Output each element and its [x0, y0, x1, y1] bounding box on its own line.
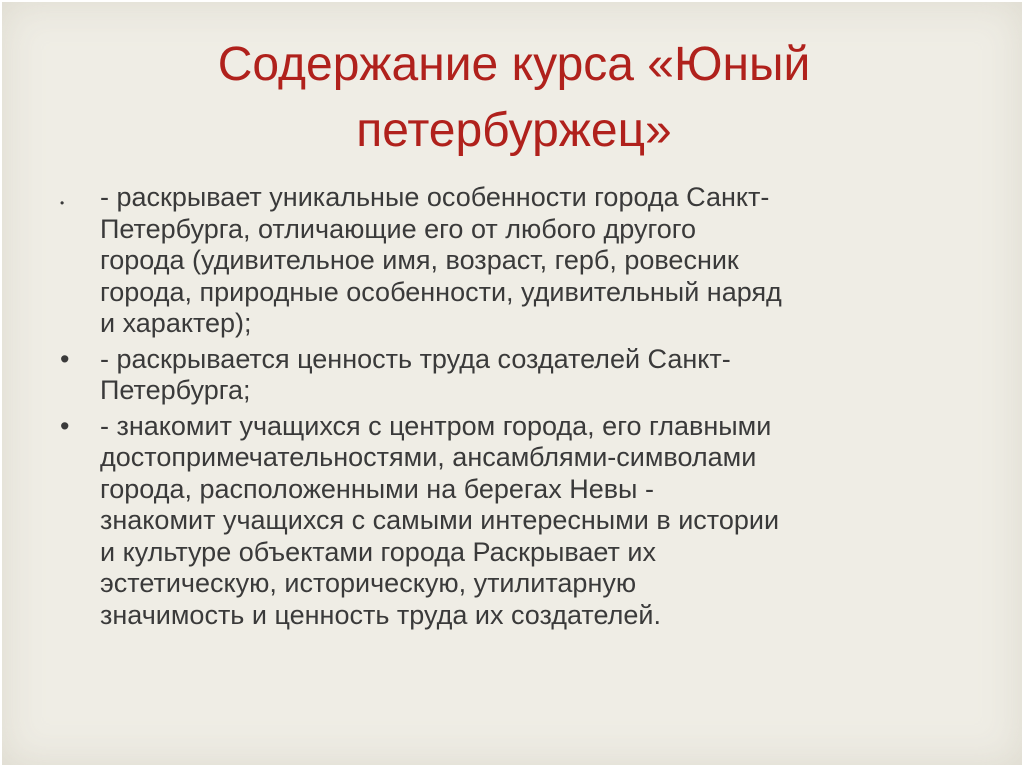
bullet-marker: • [60, 410, 70, 441]
item-3-line-2: достопримечательностями, ансамблями-символами [100, 442, 757, 472]
item-1-line-3: города (удивительное имя, возраст, герб, ровесник [100, 245, 739, 275]
item-2-line-2: Петербурга; [100, 375, 251, 405]
item-1-line-2: Петербурга, отличающие его от любого другого [100, 213, 697, 244]
item-3-line-6: эстетическую, историческую, утилитарную [100, 568, 637, 598]
bullet-marker: • [60, 196, 65, 210]
slide-title [2, 32, 1024, 164]
list-item [60, 344, 980, 407]
list-item [60, 411, 980, 632]
title-line-1: Содержание курса «Юный [217, 38, 811, 91]
item-3-line-5: и культуре объектами города Раскрывает их [100, 536, 657, 567]
item-3-line-3: города, расположенными на берегах Невы - [100, 473, 654, 504]
item-3-line-4: знакомит учащихся с самыми интересными в истории [100, 505, 780, 535]
item-3-line-1: - знакомит учащихся с центром города, его главными [100, 410, 772, 441]
bullet-marker: • [60, 343, 70, 374]
item-2-line-1: - раскрывается ценность труда создателей Санкт- [100, 343, 731, 374]
slide [2, 2, 1022, 765]
list-item [60, 182, 980, 340]
bullet-list [60, 182, 980, 635]
item-3-line-7: значимость и ценность труда их создателей. [100, 599, 661, 630]
item-1-line-4: города, природные особенности, удивительный наряд [100, 276, 782, 307]
item-1-line-1: - раскрывает уникальные особенности города Санкт- [100, 182, 770, 212]
title-line-2: петербуржец» [356, 104, 672, 157]
item-1-line-5: и характер); [100, 308, 252, 338]
